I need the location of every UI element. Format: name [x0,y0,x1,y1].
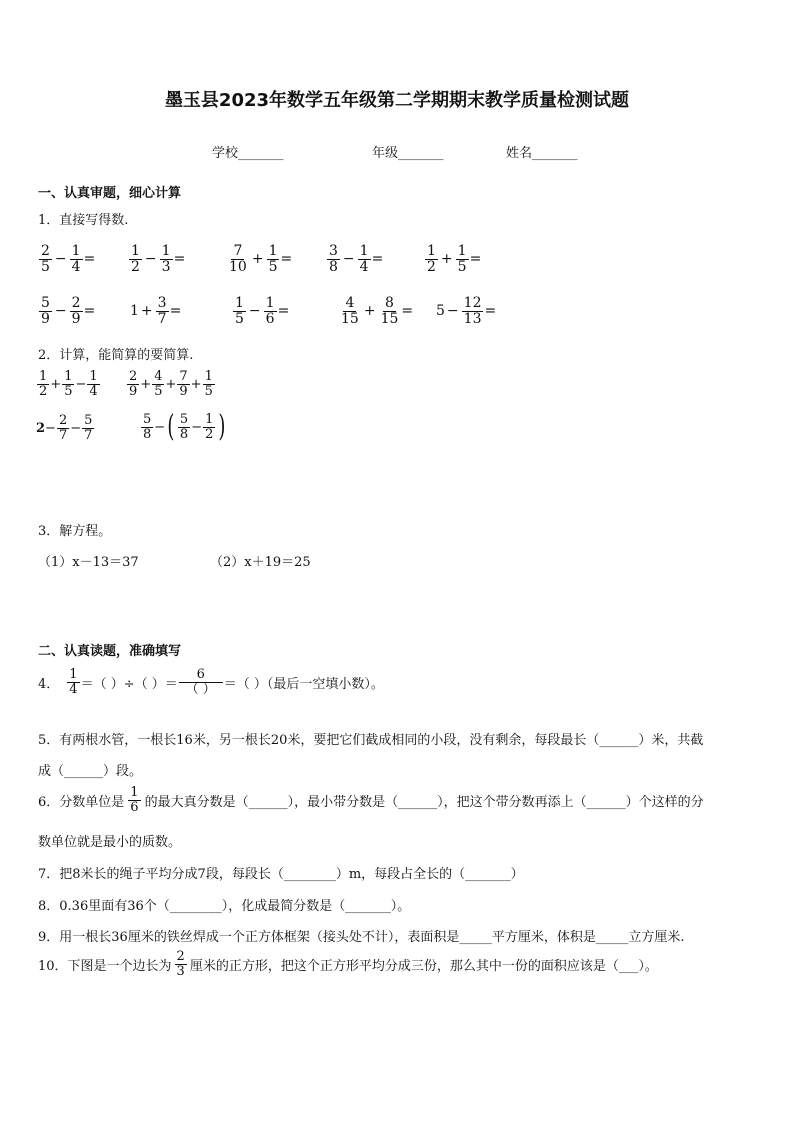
q1-expr: 1 + $\frac{3}{7}$ = [130,295,182,327]
q2-expr-1: $\frac{1}{2}$ + $\frac{1}{5}$ − $\frac{1}{4}$ [39,369,98,399]
q6-line-2: 数单位就是最小的质数。 [38,835,182,850]
fraction: $\frac{8}{15}$ [380,295,399,327]
page-title: 墨玉县2023年数学五年级第二学期期末教学质量检测试题 [164,90,630,111]
q1-expr: $\frac{5}{9}$ − $\frac{2}{9}$ = [41,295,96,327]
q9-line: 9．用一根长36厘米的铁丝焊成一个正方体框架（接头处不计），表面积是_____平方厘米，体积是_____立方厘米. [38,930,685,945]
section-2-heading: 二、认真读题，准确填写 [38,644,182,659]
q1-expr: $\frac{1}{5}$ − $\frac{1}{6}$ = [235,295,290,327]
fraction: $\frac{1}{5}$ [235,295,244,327]
fraction: $\frac{1}{2}$ [427,243,436,275]
q7-line: 7．把8米长的绳子平均分成7段，每段长（________）m，每段占全长的（_______） [38,867,524,882]
fraction: $\frac{1}{4}$ [359,243,369,275]
fraction: $\frac{3}{8}$ [329,243,338,275]
fraction: $\frac{4}{15}$ [341,295,359,327]
q1-expr: $\frac{4}{15}$ + $\frac{8}{15}$ = [341,295,414,327]
q2-expr-4: $\frac{5}{8}$ − ( $\frac{5}{8}$ − $\frac{1}{2}$ ) [143,409,226,444]
q2-expr-2: $\frac{2}{9}$ + $\frac{4}{5}$ + $\frac{7}{9}$ + $\frac{1}{5}$ [129,369,213,399]
fraction: $\frac{5}{9}$ [41,295,50,327]
q1-label: 1．直接写得数. [38,213,129,228]
q1-expr: $\frac{1}{2}$ + $\frac{1}{5}$ = [427,243,482,275]
q3-equation-2: （2）x＋19＝25 [210,555,311,570]
q6-line-1: 6．分数单位是 $\frac{1}{6}$ 的最大真分数是（______），最小带分数是（______），把这个带分数再添上（______）个这样的分 [38,785,704,815]
school-field: 学校_______ [212,146,284,161]
q1-expr: $\frac{1}{2}$ − $\frac{1}{3}$ = [131,243,186,275]
fraction: $\frac{12}{13}$ [463,295,482,327]
q8-line: 8．0.36里面有36个（________），化成最简分数是（_______）。 [38,899,411,914]
q4-line: 4． $\frac{1}{4}$ ＝（ ）÷（ ）＝ $\frac{6}{( )}$ ＝（ ）（最后一空填小数）。 [38,667,384,697]
q5-line-1: 5．有两根水管，一根长16米，另一根长20米，要把它们截成相同的小段，没有剩余，每段最长（______）米，共截 [38,733,704,748]
q10-line: 10．下图是一个边长为 $\frac{2}{3}$ 厘米的正方形，把这个正方形平均分成三份，那么其中一份的面积应该是（___）。 [38,949,658,979]
name-field: 姓名_______ [506,146,578,161]
fraction: $\frac{2}{9}$ [71,295,81,327]
section-1-heading: 一、认真审题，细心计算 [38,186,182,201]
q2-label: 2．计算，能简算的要简算. [38,348,194,363]
fraction: $\frac{1}{5}$ [457,243,467,275]
q3-equation-1: （1）x－13＝37 [38,555,139,570]
q5-line-2: 成（______）段。 [38,764,143,779]
grade-field: 年级_______ [372,146,444,161]
fraction: $\frac{1}{5}$ [268,243,278,275]
fraction: $\frac{3}{7}$ [157,295,167,327]
fraction: $\frac{1}{2}$ [131,243,140,275]
q3-label: 3．解方程。 [38,524,112,539]
q1-expr: 5 − $\frac{12}{13}$ = [436,295,497,327]
fraction: $\frac{2}{5}$ [41,243,50,275]
q1-expr: $\frac{3}{8}$ − $\frac{1}{4}$ = [329,243,384,275]
fraction: $\frac{1}{3}$ [161,243,171,275]
q1-expr: $\frac{2}{5}$ − $\frac{1}{4}$ = [41,243,96,275]
fraction: $\frac{7}{10}$ [229,243,247,275]
q1-expr: $\frac{7}{10}$ + $\frac{1}{5}$ = [229,243,293,275]
q2-expr-3: 2 − $\frac{2}{7}$ − $\frac{5}{7}$ [36,413,93,443]
fraction: $\frac{1}{6}$ [265,295,275,327]
fraction: $\frac{1}{4}$ [71,243,81,275]
